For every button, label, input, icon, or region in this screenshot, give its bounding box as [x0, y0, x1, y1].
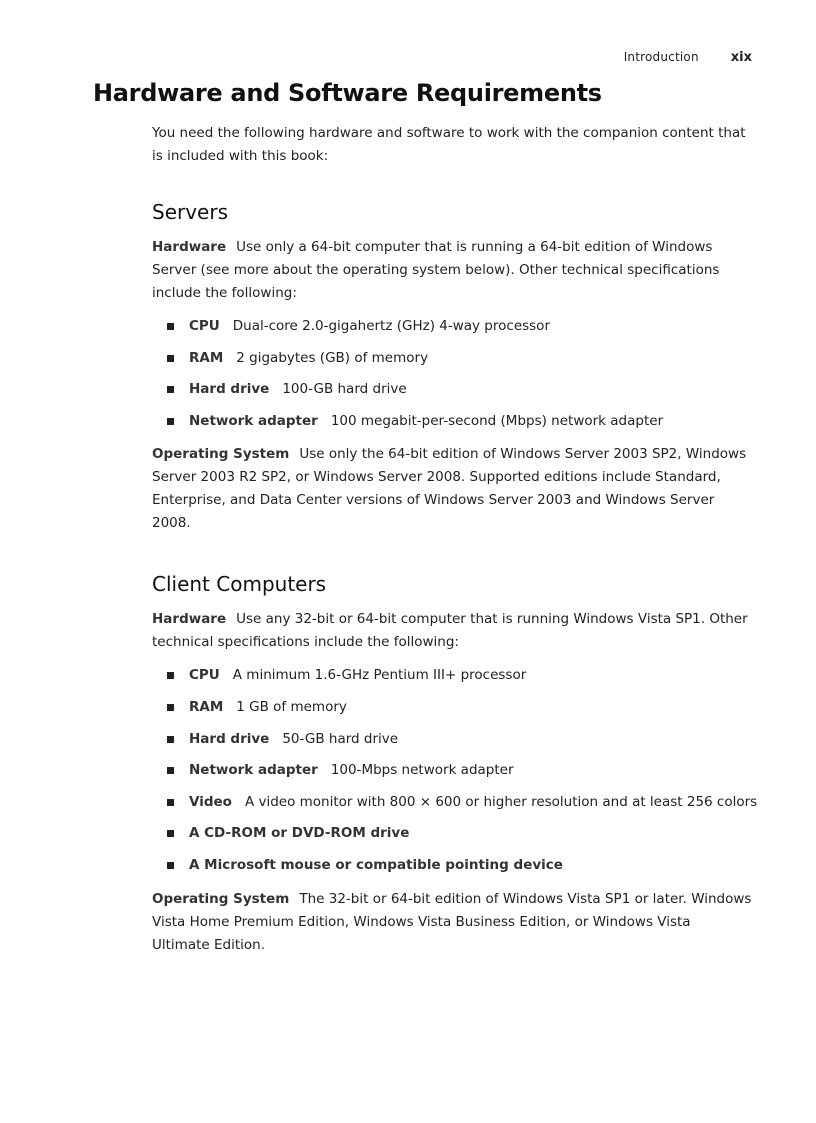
- bullet-icon: [167, 704, 174, 711]
- main-content: [152, 122, 758, 957]
- bullet-icon: [167, 386, 174, 393]
- bullet-icon: [167, 418, 174, 425]
- clients-hardware-label: Hardware: [152, 611, 227, 628]
- list-item: [152, 664, 752, 696]
- item-text: 100 megabit-per-second (Mbps) network adapter: [330, 412, 664, 429]
- bullet-icon: [167, 736, 174, 743]
- clients-os-paragraph: [152, 888, 752, 957]
- intro-paragraph: You need the following hardware and software to work with the companion content that is included with this book:: [152, 125, 746, 164]
- servers-os-paragraph: [152, 443, 752, 535]
- item-text: 2 gigabytes (GB) of memory: [236, 349, 429, 366]
- page-title: Hardware and Software Requirements: [93, 79, 602, 107]
- item-text: 1 GB of memory: [236, 698, 347, 715]
- list-item: [152, 759, 752, 791]
- item-text: Dual-core 2.0-gigahertz (GHz) 4-way processor: [232, 318, 550, 334]
- item-label: RAM: [189, 349, 224, 366]
- item-text: 50-GB hard drive: [282, 730, 399, 747]
- clients-os-label: Operating System: [152, 890, 290, 907]
- item-label: A Microsoft mouse or compatible pointing device: [189, 856, 563, 873]
- servers-section: [152, 196, 752, 535]
- clients-requirements-list: [152, 664, 758, 885]
- item-text: A video monitor with 800 × 600 or higher resolution and at least 256 colors: [244, 793, 758, 810]
- item-label: Network adapter: [189, 412, 318, 429]
- item-text: 100-GB hard drive: [282, 381, 407, 398]
- servers-os-label: Operating System: [152, 446, 290, 463]
- servers-hardware-paragraph: [152, 236, 752, 305]
- list-item: [152, 315, 752, 347]
- clients-hardware-text: Use any 32-bit or 64-bit computer that is running Windows Vista SP1. Other technical specifications include the following:: [152, 611, 748, 651]
- clients-section: [152, 568, 758, 956]
- bullet-icon: [167, 767, 174, 774]
- list-item: [152, 728, 752, 760]
- servers-requirements-list: [152, 315, 752, 441]
- item-label: CPU: [189, 318, 220, 334]
- bullet-icon: [167, 830, 174, 837]
- item-label: CPU: [189, 667, 220, 684]
- servers-hardware-text: Use only a 64-bit computer that is running a 64-bit edition of Windows Server (see more about the operating system below). Other technical specifications include the following:: [152, 239, 720, 301]
- running-head-section: Introduction: [623, 50, 699, 64]
- item-label: Hard drive: [189, 381, 270, 398]
- servers-os-text: Use only the 64-bit edition of Windows Server 2003 SP2, Windows Server 2003 R2 SP2, or Windows Server 2008. Supported editions include Standard, Enterprise, and Data Center versions of Windows Server 2003 and Windows Server 2008.: [152, 446, 747, 532]
- list-item: [152, 410, 752, 442]
- item-label: A CD-ROM or DVD-ROM drive: [189, 825, 410, 842]
- list-item: [152, 854, 752, 886]
- servers-hardware-label: Hardware: [152, 239, 227, 255]
- list-item: [152, 791, 758, 823]
- list-item: [152, 822, 752, 854]
- item-text: A minimum 1.6-GHz Pentium III+ processor: [232, 667, 527, 684]
- page-number: xix: [730, 50, 752, 65]
- list-item: [152, 347, 752, 379]
- bullet-icon: [167, 799, 174, 806]
- item-label: Network adapter: [189, 762, 318, 779]
- bullet-icon: [167, 355, 174, 362]
- running-head: [624, 50, 752, 65]
- list-item: [152, 378, 752, 410]
- bullet-icon: [167, 323, 174, 330]
- item-label: Hard drive: [189, 730, 270, 747]
- servers-heading: Servers: [152, 200, 229, 224]
- list-item: [152, 696, 752, 728]
- clients-heading: Client Computers: [152, 572, 327, 597]
- bullet-icon: [167, 862, 174, 869]
- bullet-icon: [167, 672, 174, 679]
- item-text: 100-Mbps network adapter: [330, 762, 514, 779]
- clients-os-text: The 32-bit or 64-bit edition of Windows Vista SP1 or later. Windows Vista Home Premium Edition, Windows Vista Business Edition, or Windows Vista Ultimate Edition.: [152, 890, 752, 953]
- item-label: RAM: [189, 698, 224, 715]
- clients-hardware-paragraph: [152, 608, 752, 654]
- item-label: Video: [189, 793, 232, 810]
